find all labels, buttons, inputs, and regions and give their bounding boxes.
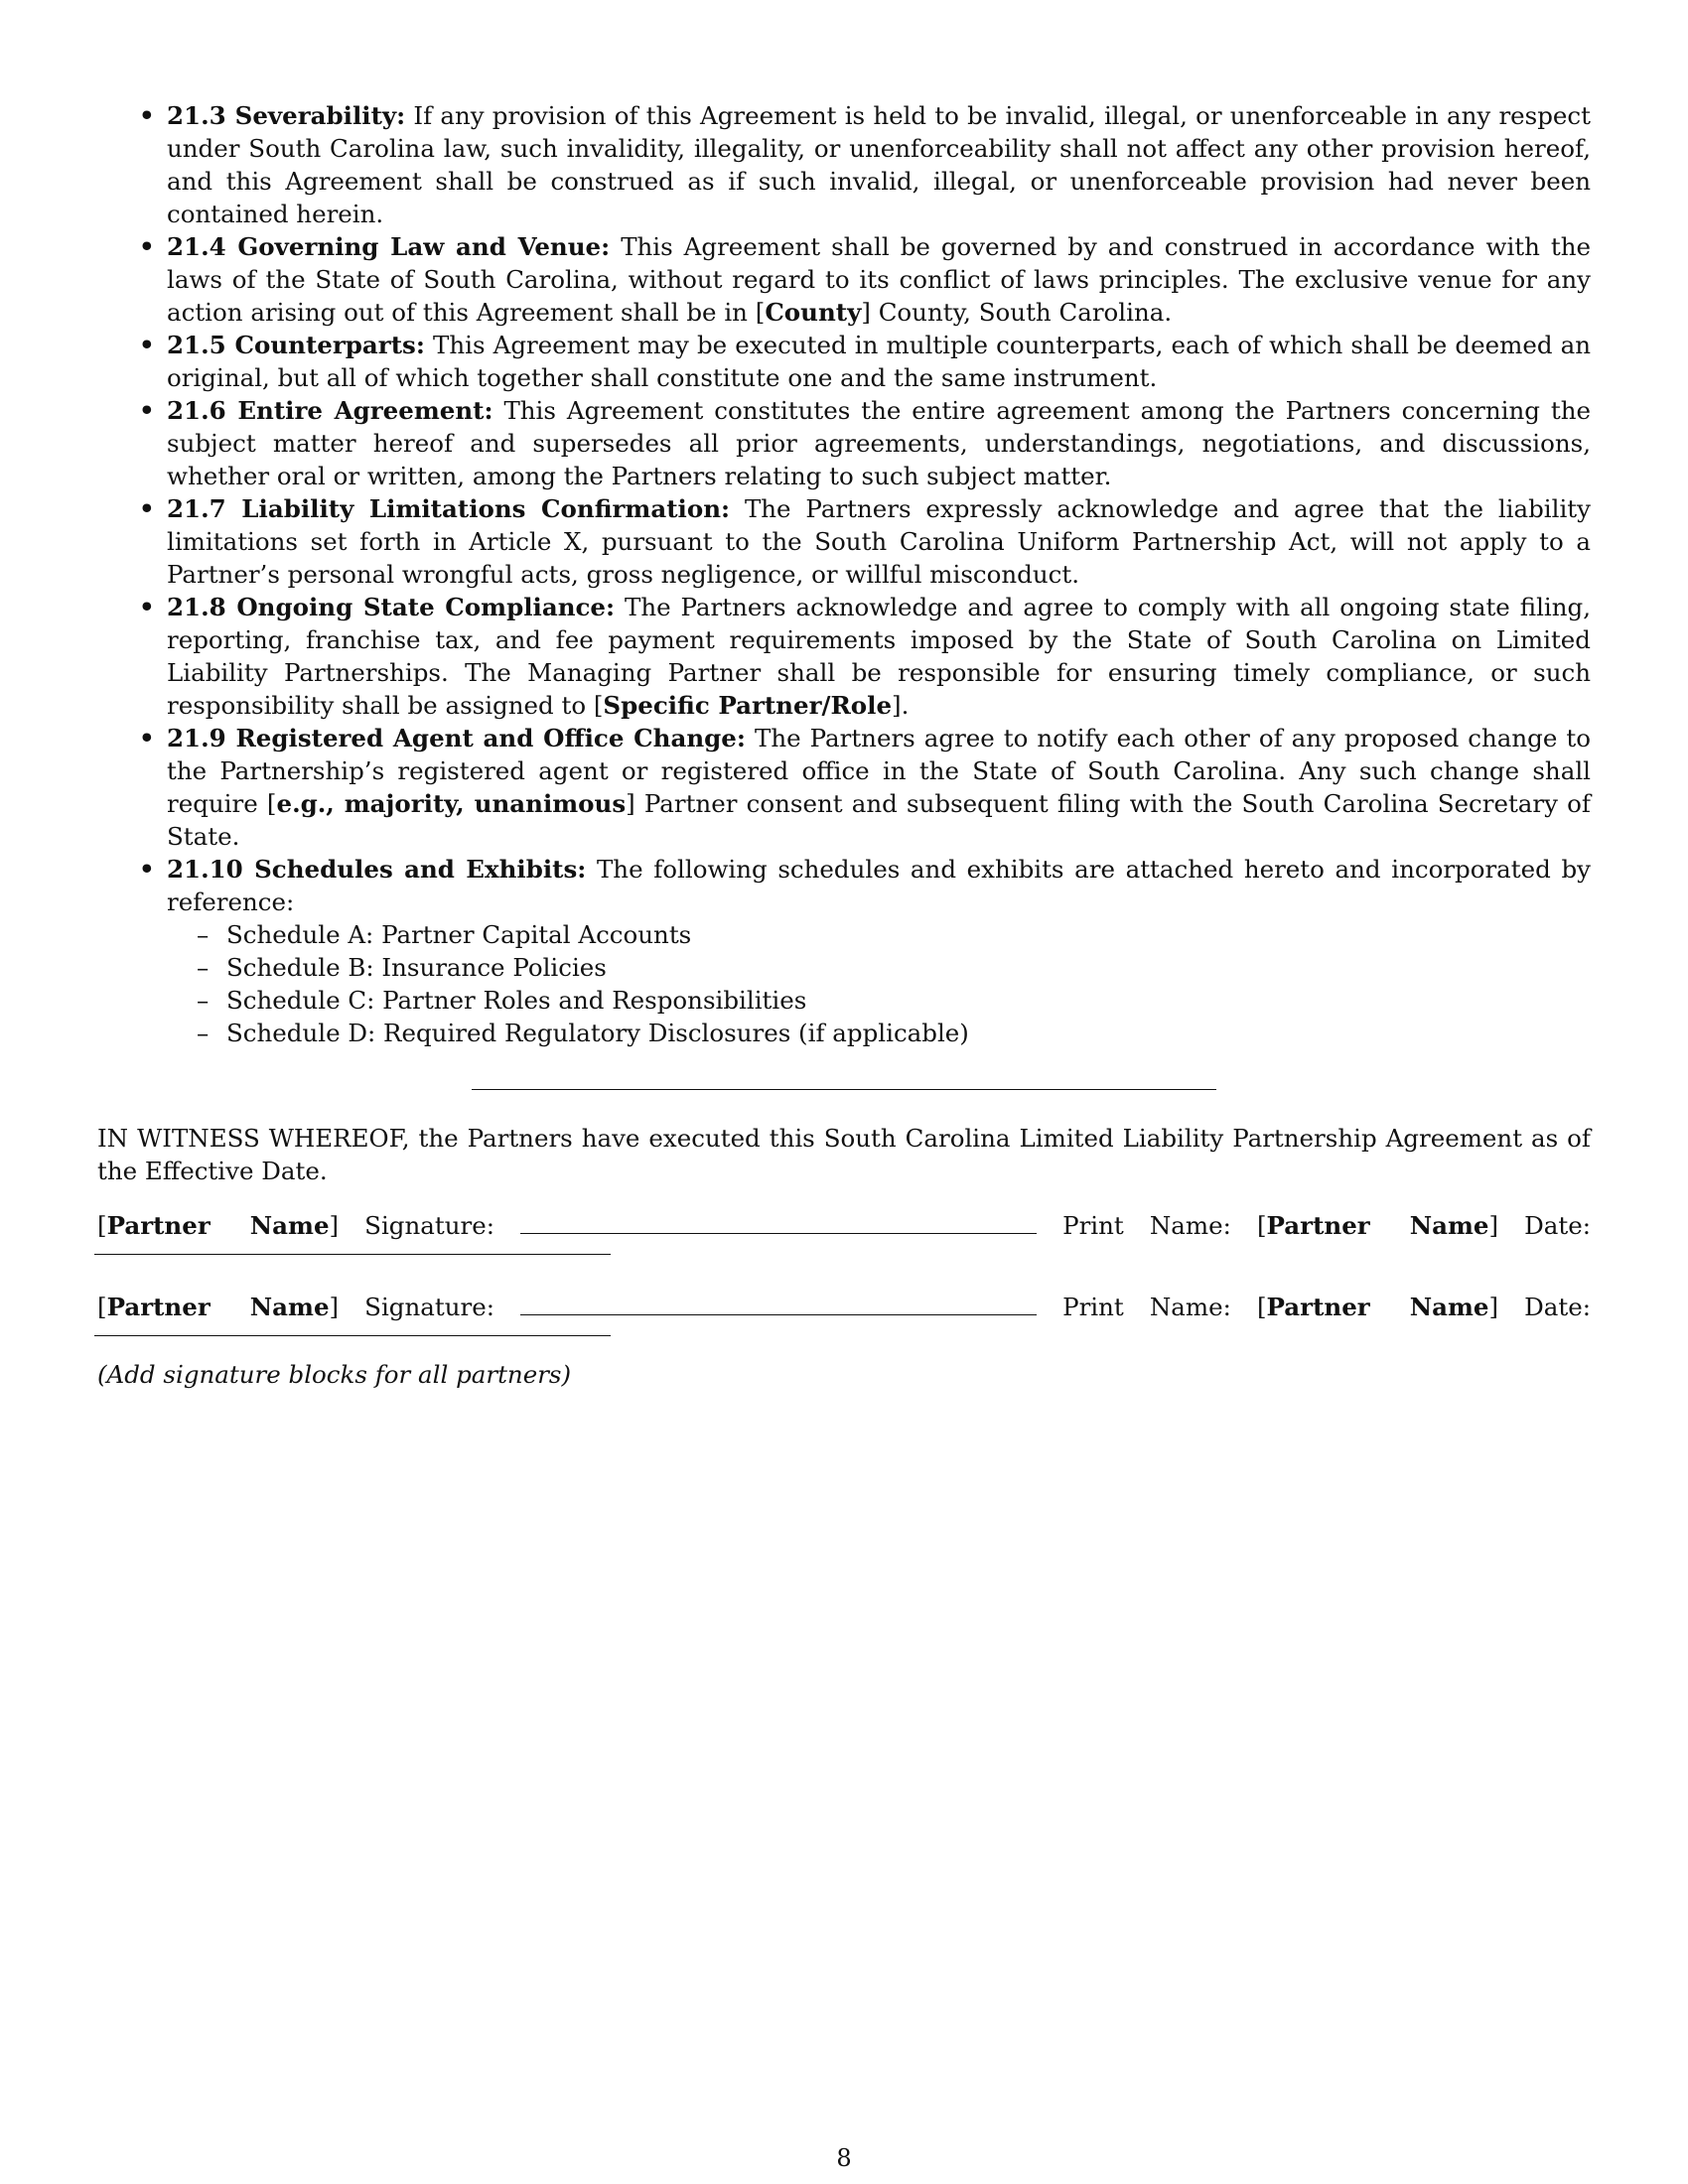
page-number: 8 [836, 2144, 852, 2172]
bullet-icon: • [139, 593, 155, 621]
bracket: ] [1488, 1293, 1499, 1321]
signature-row [97, 1209, 1591, 1242]
name-word: Name [249, 1211, 330, 1240]
bracket: ] [329, 1211, 340, 1240]
name-label: Name: [1149, 1211, 1231, 1240]
signature-note: (Add signature blocks for all partners) [97, 1360, 572, 1389]
placeholder-county: County [765, 298, 862, 327]
section-title: 21.5 Counterparts: [167, 331, 425, 359]
section-title: 21.10 Schedules and Exhibits: [167, 855, 587, 884]
partner-word: Partner [106, 1211, 211, 1240]
section-title: 21.8 Ongoing State Compliance: [167, 593, 616, 621]
partner-name-placeholder [1257, 1291, 1498, 1323]
list-item [97, 99, 1591, 230]
bracket: [ [1256, 1211, 1267, 1240]
section-text: This Agreement may be executed in multiple counterparts, each of which shall be deemed an original, but all of which together shall constitute one and the same instrument. [167, 331, 1592, 392]
signature-label: Signature: [364, 1211, 494, 1240]
bullet-icon: • [139, 724, 155, 752]
partner-name-placeholder [97, 1209, 339, 1242]
placeholder-role: Specific Partner/Role [603, 691, 893, 720]
provisions-list [97, 99, 1591, 1049]
name-word: Name [1409, 1293, 1489, 1321]
schedules-list [167, 918, 1591, 1049]
section-text: ] County, South Carolina. [861, 298, 1173, 327]
date-line[interactable] [94, 1242, 611, 1255]
section-text: ]. [892, 691, 910, 720]
name-label: Name: [1149, 1293, 1231, 1321]
list-item [97, 230, 1591, 329]
document-page [97, 99, 1591, 1391]
bracket: ] [329, 1293, 340, 1321]
partner-word: Partner [1266, 1211, 1370, 1240]
partner-word: Partner [1266, 1293, 1370, 1321]
signature-line[interactable] [520, 1291, 1037, 1315]
schedule-item [167, 1017, 1591, 1049]
section-text: This Agreement shall be governed by and construed in accordance with the laws of the State of South Carolina, without regard to its conflict of laws principles. The exclusive venue for any action arising out of this Agreement shall be in [ [167, 232, 1591, 327]
partner-name-placeholder [1257, 1209, 1498, 1242]
section-text: If any provision of this Agreement is held to be invalid, illegal, or unenforceable in any respect under South Carolina law, such invalidity, illegality, or unenforceability shall not affect any other provision hereof, and this Agreement shall be construed as if such invalid, illegal, or unenforceable provision had never been contained herein. [167, 101, 1591, 228]
date-line[interactable] [94, 1323, 611, 1336]
schedule-text: Schedule C: Partner Roles and Responsibilities [226, 986, 807, 1015]
dash-icon: – [197, 986, 210, 1015]
signature-line[interactable] [520, 1209, 1037, 1234]
schedule-text: Schedule A: Partner Capital Accounts [226, 920, 692, 949]
bullet-icon: • [139, 396, 155, 425]
section-title: 21.9 Registered Agent and Office Change: [167, 724, 746, 752]
placeholder-consent: e.g., majority, unanimous [276, 789, 627, 818]
schedule-item [167, 918, 1591, 951]
bullet-icon: • [139, 232, 155, 261]
bracket: [ [97, 1293, 107, 1321]
schedule-text: Schedule B: Insurance Policies [226, 953, 607, 982]
dash-icon: – [197, 920, 210, 949]
bracket: [ [1256, 1293, 1267, 1321]
bracket: ] [1488, 1211, 1499, 1240]
section-text: This Agreement constitutes the entire agreement among the Partners concerning the subject matter hereof and supersedes all prior agreements, understandings, negotiations, and discussions, whether oral or written, among the Partners relating to such subject matter. [167, 396, 1591, 490]
section-text: The following schedules and exhibits are attached hereto and incorporated by reference: [167, 855, 1591, 916]
list-item [97, 394, 1591, 492]
partner-name-placeholder [97, 1291, 339, 1323]
print-label: Print [1062, 1293, 1124, 1321]
list-item [97, 722, 1591, 853]
section-title: 21.6 Entire Agreement: [167, 396, 493, 425]
name-word: Name [1409, 1211, 1489, 1240]
section-title: 21.7 Liability Limitations Confirmation: [167, 494, 731, 523]
partner-word: Partner [106, 1293, 211, 1321]
section-title: 21.3 Severability: [167, 101, 406, 130]
section-text: The Partners expressly acknowledge and agree that the liability limitations set forth in Article X, pursuant to the South Carolina Uniform Partnership Act, will not apply to a Partner’s personal wrongful acts, gross negligence, or willful misconduct. [167, 494, 1591, 589]
bullet-icon: • [139, 855, 155, 884]
section-text: The Partners agree to notify each other of any proposed change to the Partnership’s registered agent or registered office in the State of South Carolina. Any such change shall require [ [167, 724, 1591, 818]
date-label: Date: [1524, 1293, 1591, 1321]
section-text: ] Partner consent and subsequent filing with the South Carolina Secretary of State. [167, 789, 1591, 851]
schedule-item [167, 984, 1591, 1017]
dash-icon: – [197, 1019, 210, 1047]
signature-label: Signature: [364, 1293, 494, 1321]
signature-row [97, 1291, 1591, 1323]
bracket: [ [97, 1211, 107, 1240]
print-label: Print [1062, 1211, 1124, 1240]
list-item [97, 591, 1591, 722]
schedule-text: Schedule D: Required Regulatory Disclosures (if applicable) [226, 1019, 969, 1047]
witness-paragraph: IN WITNESS WHEREOF, the Partners have executed this South Carolina Limited Liability Partnership Agreement as of the Effective Date. [97, 1124, 1591, 1185]
bullet-icon: • [139, 494, 155, 523]
date-label: Date: [1524, 1211, 1591, 1240]
section-title: 21.4 Governing Law and Venue: [167, 232, 611, 261]
section-text: The Partners acknowledge and agree to comply with all ongoing state filing, reporting, franchise tax, and fee payment requirements imposed by the State of South Carolina on Limited Liability Partnerships. The Managing Partner shall be responsible for ensuring timely compliance, or such responsibility shall be assigned to [ [167, 593, 1591, 720]
list-item [97, 329, 1591, 394]
section-divider [472, 1089, 1216, 1090]
bullet-icon: • [139, 101, 155, 130]
list-item [97, 492, 1591, 591]
name-word: Name [249, 1293, 330, 1321]
list-item [97, 853, 1591, 1049]
bullet-icon: • [139, 331, 155, 359]
dash-icon: – [197, 953, 210, 982]
schedule-item [167, 951, 1591, 984]
